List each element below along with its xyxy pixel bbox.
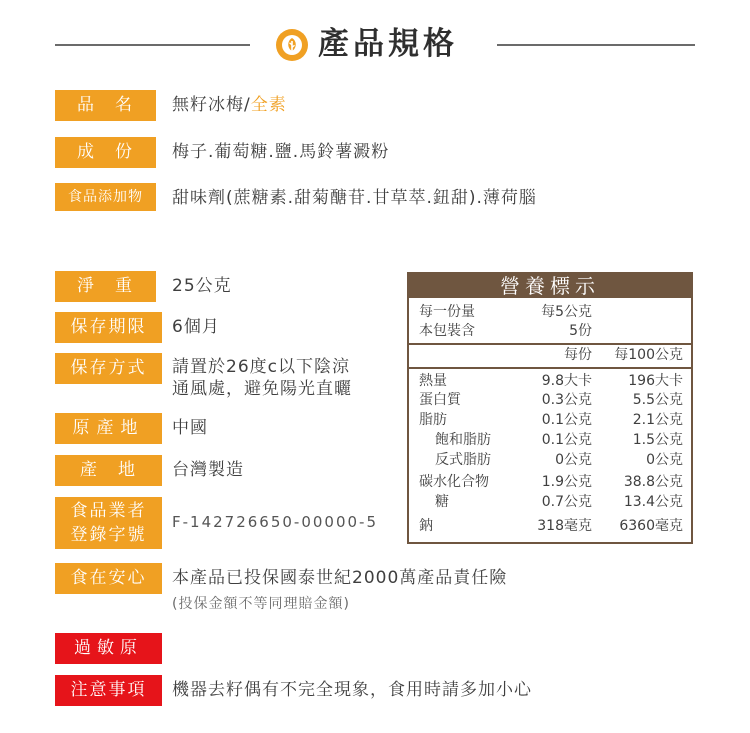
shelf-life-label: 保存期限 — [55, 312, 162, 343]
nutrient-per-serving: 318毫克 — [537, 518, 592, 534]
name-text: 無籽冰梅/ — [172, 95, 251, 115]
vegan-tag: 全素 — [250, 95, 287, 115]
nutrient-per-serving: 0.1公克 — [541, 432, 592, 448]
per-serving-value: 每5公克 — [541, 304, 592, 320]
nutrient-per-100g: 1.5公克 — [632, 432, 683, 448]
allergen-label: 過敏原 — [55, 633, 162, 664]
col-per-100g: 每100公克 — [614, 347, 683, 363]
weight-label: 淨 重 — [55, 271, 156, 302]
registration-label — [55, 497, 162, 549]
nutrient-name: 反式脂肪 — [435, 452, 491, 468]
additives-value: 甜味劑(蔗糖素.甜菊醣苷.甘草萃.鈕甜).薄荷腦 — [172, 188, 537, 208]
nutrition-title: 營養標示 — [409, 274, 691, 298]
caution-value: 機器去籽偶有不完全現象，食用時請多加小心 — [172, 680, 532, 700]
nutrient-per-100g: 196大卡 — [628, 373, 683, 389]
nutrient-per-serving: 0公克 — [555, 452, 592, 468]
nutrition-table — [407, 272, 693, 544]
nutrient-name: 熱量 — [419, 373, 447, 389]
origin-value: 中國 — [172, 418, 208, 438]
insurance-label: 食在安心 — [55, 563, 162, 594]
insurance-value: 本產品已投保國泰世紀2000萬產品責任險 — [172, 568, 508, 588]
header-line-right — [497, 44, 695, 46]
nutrient-per-100g: 6360毫克 — [619, 518, 683, 534]
registration-label-line-2: 登錄字號 — [70, 525, 147, 545]
ingredients-label: 成 份 — [55, 137, 156, 168]
nutrient-per-serving: 1.9公克 — [541, 474, 592, 490]
nutrient-per-100g: 5.5公克 — [632, 392, 683, 408]
nutrient-name: 飽和脂肪 — [435, 432, 491, 448]
registration-value: F-142726650-00000-5 — [172, 513, 379, 531]
nutrient-name: 鈉 — [419, 518, 433, 534]
servings-label: 本包裝含 — [419, 323, 475, 339]
nutrient-per-serving: 0.7公克 — [541, 494, 592, 510]
producer-label: 產 地 — [55, 455, 162, 486]
leaf-icon — [276, 29, 308, 61]
nutrient-per-100g: 2.1公克 — [632, 412, 683, 428]
nutrition-divider-top — [409, 343, 691, 345]
registration-label-line-1: 食品業者 — [70, 501, 147, 521]
name-value — [172, 93, 287, 117]
storage-value-line-1: 請置於26度c以下陰涼 — [172, 357, 350, 377]
nutrient-name: 脂肪 — [419, 412, 447, 428]
nutrient-per-100g: 38.8公克 — [623, 474, 683, 490]
origin-label: 原產地 — [55, 413, 162, 444]
shelf-life-value: 6個月 — [172, 317, 220, 337]
col-per-serving: 每份 — [564, 347, 592, 363]
nutrient-per-100g: 13.4公克 — [623, 494, 683, 510]
storage-label: 保存方式 — [55, 353, 162, 384]
nutrient-per-serving: 0.3公克 — [541, 392, 592, 408]
nutrient-per-100g: 0公克 — [646, 452, 683, 468]
nutrient-per-serving: 9.8大卡 — [541, 373, 592, 389]
servings-value: 5份 — [569, 323, 592, 339]
ingredients-value: 梅子.葡萄糖.鹽.馬鈴薯澱粉 — [172, 142, 390, 162]
additives-label: 食品添加物 — [55, 183, 156, 211]
header-line-left — [55, 44, 250, 46]
nutrient-per-serving: 0.1公克 — [541, 412, 592, 428]
caution-label: 注意事項 — [55, 675, 162, 706]
weight-value: 25公克 — [172, 276, 232, 296]
storage-value-line-2: 通風處，避免陽光直曬 — [172, 379, 352, 399]
per-serving-label: 每一份量 — [419, 304, 475, 320]
nutrient-name: 蛋白質 — [419, 392, 461, 408]
nutrition-divider-mid — [409, 367, 691, 369]
producer-value: 台灣製造 — [172, 460, 244, 480]
nutrient-name: 碳水化合物 — [419, 474, 489, 490]
insurance-note: (投保金額不等同理賠金額) — [172, 596, 350, 612]
nutrient-name: 糖 — [435, 494, 449, 510]
page-title: 產品規格 — [318, 26, 458, 62]
name-label: 品 名 — [55, 90, 156, 121]
